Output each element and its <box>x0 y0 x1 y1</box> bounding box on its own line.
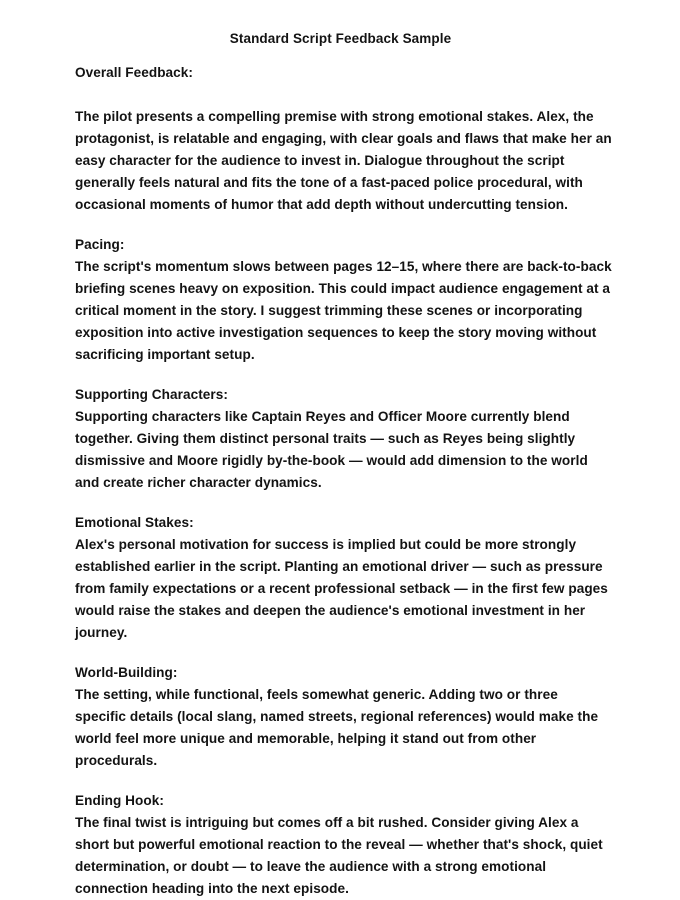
section-body: The final twist is intriguing but comes off a bit rushed. Consider giving Alex a short but powerful emotional reaction to the reveal — whether that's shock, quiet determination, or doubt — to leave the audience with a strong emotional connection heading into the next episode. <box>75 815 603 896</box>
section-heading: Supporting Characters: <box>75 387 228 402</box>
section-body: Alex's personal motivation for success is implied but could be more strongly established earlier in the script. Planting an emotional driver — such as pressure from family expectations or a recent professional setback — in the first few pages would raise the stakes and deepen the audience's emotional investment in her journey. <box>75 537 608 640</box>
section-pacing <box>75 234 612 366</box>
section-body: The script's momentum slows between pages 12–15, where there are back-to-back briefing scenes heavy on exposition. This could impact audience engagement at a critical moment in the story. I suggest trimming these scenes or incorporating exposition into active investigation sequences to keep the story moving without sacrificing important setup. <box>75 259 612 362</box>
section-world-building <box>75 662 612 772</box>
section-ending-hook <box>75 790 612 900</box>
section-body: The setting, while functional, feels somewhat generic. Adding two or three specific details (local slang, named streets, regional references) would make the world feel more unique and memorable, helping it stand out from other procedurals. <box>75 687 599 768</box>
section-heading: Ending Hook: <box>75 793 164 808</box>
section-heading: Emotional Stakes: <box>75 515 194 530</box>
section-heading: Overall Feedback: <box>75 65 193 80</box>
section-heading: Pacing: <box>75 237 125 252</box>
section-body: The pilot presents a compelling premise with strong emotional stakes. Alex, the protagonist, is relatable and engaging, with clear goals and flaws that make her an easy character for the audience to invest in. Dialogue throughout the script generally feels natural and fits the tone of a fast-paced police procedural, with occasional moments of humor that add depth without undercutting tension. <box>75 109 612 212</box>
section-overall-feedback <box>75 62 612 216</box>
section-emotional-stakes <box>75 512 612 644</box>
section-heading: World-Building: <box>75 665 178 680</box>
section-supporting-characters <box>75 384 612 494</box>
section-body: Supporting characters like Captain Reyes and Officer Moore currently blend together. Giving them distinct personal traits — such as Reyes being slightly dismissive and Moore rigidly by-the-book — would add dimension to the world and create richer character dynamics. <box>75 409 588 490</box>
page-title: Standard Script Feedback Sample <box>229 31 452 46</box>
